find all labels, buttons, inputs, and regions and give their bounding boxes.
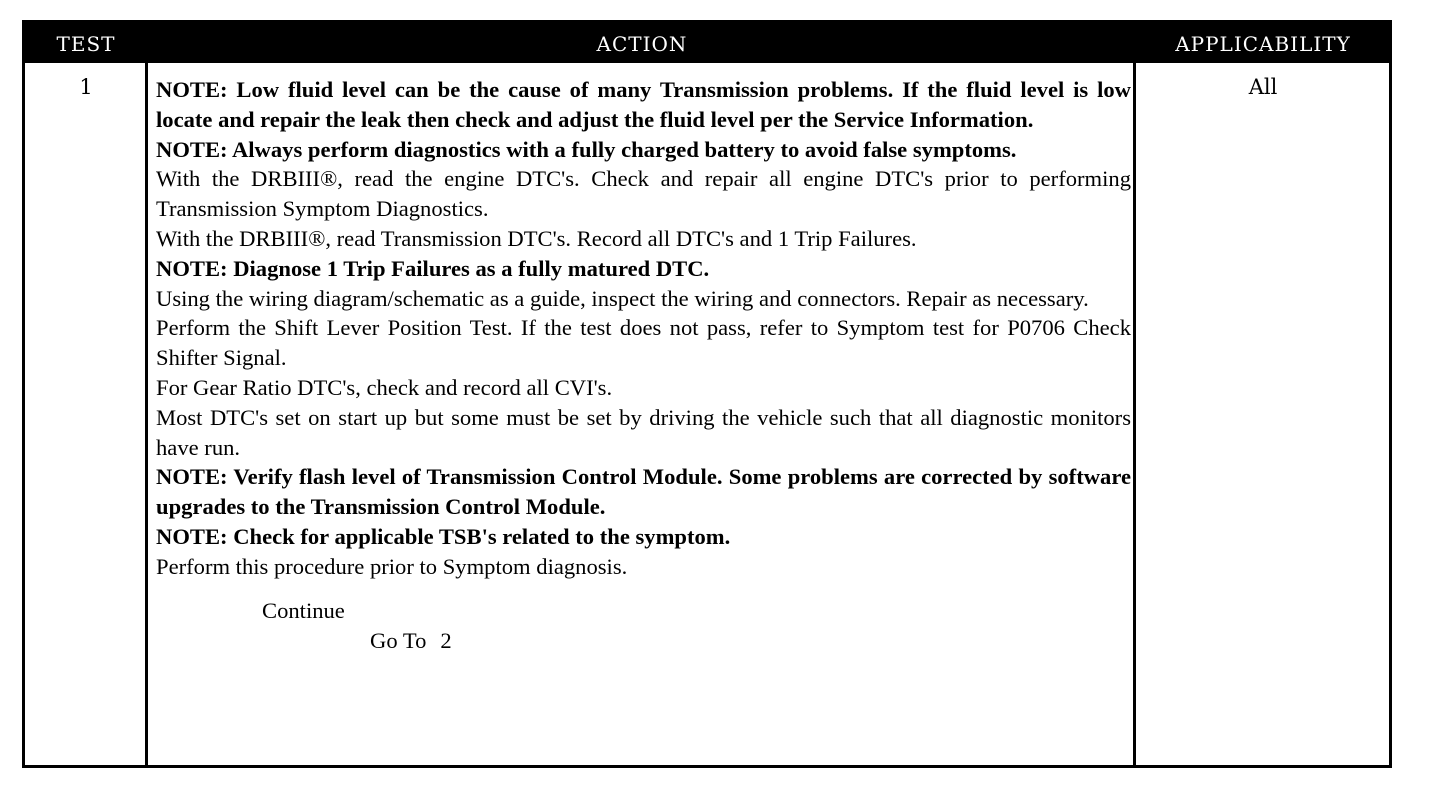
instruction-paragraph: Most DTC's set on start up but some must be set by driving the vehicle such that all diagnostic monitors have run.	[156, 404, 1131, 460]
diagnostic-test-table	[22, 20, 1392, 768]
action-cell	[156, 75, 1131, 656]
instruction-paragraph: Perform the Shift Lever Position Test. If the test does not pass, refer to Symptom test for P0706 Check Shifter Signal.	[156, 315, 1131, 371]
header-applicability: APPLICABILITY	[1175, 32, 1351, 56]
instruction-paragraph: For Gear Ratio DTC's, check and record all CVI's.	[156, 374, 613, 400]
note-paragraph: NOTE: Always perform diagnostics with a fully charged battery to avoid false symptoms.	[156, 136, 1017, 162]
column-divider	[145, 63, 148, 765]
goto-line[interactable]	[370, 626, 1131, 656]
instruction-paragraph: With the DRBIII®, read the engine DTC's. Check and repair all engine DTC's prior to performing Transmission Symptom Diagnostics.	[156, 166, 1131, 222]
goto-target[interactable]: 2	[440, 627, 452, 653]
table-header	[25, 23, 1389, 63]
continue-label: Continue	[262, 597, 345, 623]
note-paragraph: NOTE: Verify flash level of Transmission Control Module. Some problems are corrected by software upgrades to the Transmission Control Module.	[156, 464, 1131, 520]
column-divider	[1133, 63, 1136, 765]
instruction-paragraph: Perform this procedure prior to Symptom diagnosis.	[156, 553, 628, 579]
goto-label: Go To	[370, 627, 427, 653]
instruction-paragraph: With the DRBIII®, read Transmission DTC's. Record all DTC's and 1 Trip Failures.	[156, 225, 917, 251]
header-test: TEST	[56, 32, 116, 56]
test-number: 1	[79, 75, 93, 99]
note-paragraph: NOTE: Low fluid level can be the cause of many Transmission problems. If the fluid level is low locate and repair the leak then check and adjust the fluid level per the Service Information.	[156, 77, 1131, 132]
header-action: ACTION	[596, 32, 688, 56]
instruction-paragraph: Using the wiring diagram/schematic as a guide, inspect the wiring and connectors. Repair as necessary.	[156, 285, 1089, 311]
note-paragraph: NOTE: Diagnose 1 Trip Failures as a fully matured DTC.	[156, 255, 710, 281]
applicability-value: All	[1248, 75, 1278, 99]
note-paragraph: NOTE: Check for applicable TSB's related to the symptom.	[156, 523, 731, 549]
action-paragraphs	[156, 75, 1131, 582]
